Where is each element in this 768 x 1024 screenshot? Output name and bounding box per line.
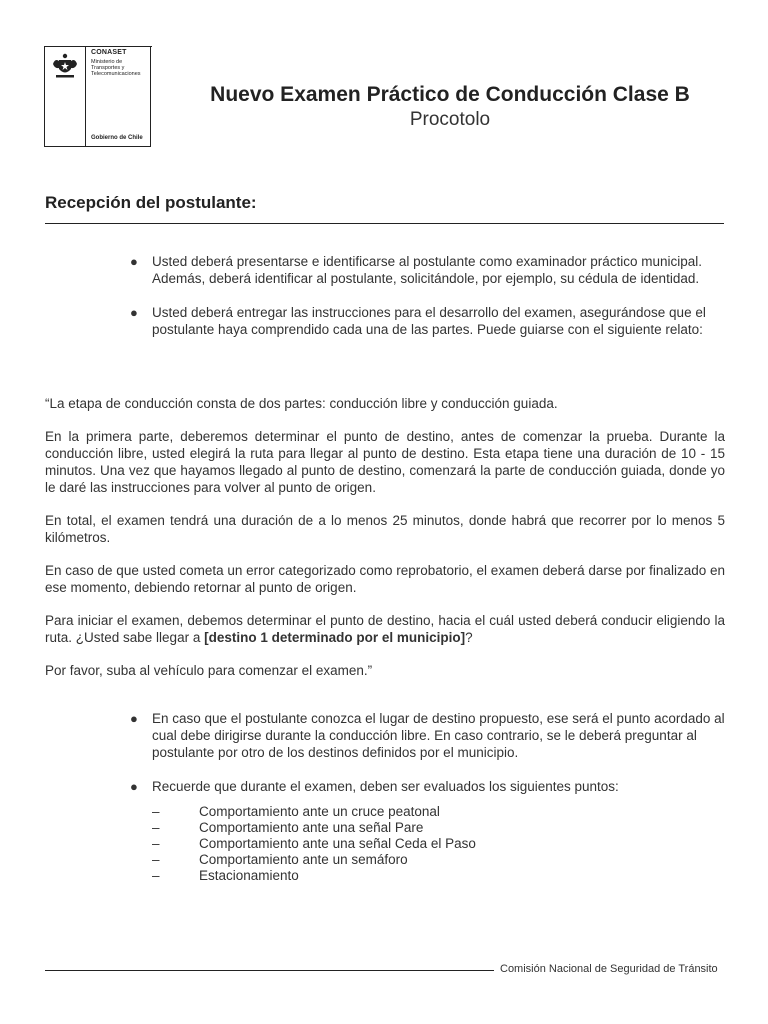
script-paragraph: En la primera parte, deberemos determinar el punto de destino, antes de comenzar la prueba. Durante la conducción libre, usted elegirá la ruta para llegar al punto de destino. Esta etapa tiene una duración de 10 - 15 minutos. Una vez que hayamos llegado al punto de destino, comenzará la parte de conducción guiada, donde yo le daré las instrucciones para volver al punto de origen. (45, 429, 725, 495)
destination-placeholder: [destino 1 determinado por el municipio] (204, 630, 466, 645)
logo-divider (85, 46, 86, 146)
dash-marker: – (152, 804, 160, 819)
script-text: ? (465, 630, 473, 645)
list-item (152, 852, 476, 868)
document-title: Nuevo Examen Práctico de Conducción Clase B (210, 83, 690, 106)
logo-top-line (45, 46, 152, 47)
evaluation-point: Estacionamiento (199, 868, 299, 883)
script-paragraph: En caso de que usted cometa un error categorizado como reprobatorio, el examen deberá darse por finalizado en ese momento, debiendo retornar al punto de origen. (45, 563, 725, 595)
list-item (130, 253, 726, 287)
dash-marker: – (152, 820, 160, 835)
logo-ministry: Ministerio de Transportes y Telecomunicaciones (91, 59, 141, 77)
script-paragraph: Por favor, suba al vehículo para comenzar el examen.” (45, 663, 373, 678)
section-title: Recepción del postulante: (45, 193, 257, 212)
logo-government: Gobierno de Chile (91, 135, 143, 141)
conaset-logo (44, 46, 151, 147)
list-item (152, 804, 476, 820)
list-item (152, 820, 476, 836)
list-item (130, 304, 726, 338)
list-item (130, 710, 726, 761)
bullet-list-bottom (130, 710, 726, 812)
list-item (152, 868, 476, 884)
footer-text: Comisión Nacional de Seguridad de Tránsito (500, 963, 718, 975)
bullet-text: Usted deberá presentarse e identificarse al postulante como examinador práctico municipal. Además, deberá identificar al postulante, solicitándole, por ejemplo, su cédula de identidad. (152, 254, 703, 286)
script-paragraph: En total, el examen tendrá una duración de a lo menos 25 minutos, donde habrá que recorrer por lo menos 5 kilómetros. (45, 513, 725, 545)
bullet-icon: ● (130, 305, 138, 320)
evaluation-point: Comportamiento ante un cruce peatonal (199, 804, 440, 819)
script-paragraph: “La etapa de conducción consta de dos partes: conducción libre y conducción guiada. (45, 396, 558, 411)
evaluation-points-list (152, 804, 476, 884)
evaluation-point: Comportamiento ante una señal Pare (199, 820, 424, 835)
bullet-text: En caso que el postulante conozca el lugar de destino propuesto, ese será el punto acordado al cual debe dirigirse durante la conducción libre. En caso contrario, se le deberá preguntar al postulante por otro de los destinos definidos por el municipio. (152, 711, 725, 760)
bullet-icon: ● (130, 254, 138, 269)
document-subtitle: Procotolo (409, 109, 491, 130)
script-text: Para iniciar el examen, debemos determinar el punto de destino, hacia el cuál usted deberá conducir eligiendo la ruta. ¿Usted sabe llegar a (45, 613, 725, 645)
section-divider (45, 223, 724, 224)
bullet-text: Recuerde que durante el examen, deben ser evaluados los siguientes puntos: (152, 779, 619, 794)
list-item (130, 778, 726, 795)
script-paragraph (45, 612, 725, 646)
coat-of-arms-icon (50, 51, 80, 81)
bullet-text: Usted deberá entregar las instrucciones para el desarrollo del examen, asegurándose que el postulante haya comprendido cada una de las partes. Puede guiarse con el siguiente relato: (152, 305, 706, 337)
list-item (152, 836, 476, 852)
instructions-script (45, 395, 725, 695)
evaluation-point: Comportamiento ante una señal Ceda el Paso (199, 836, 476, 851)
bullet-icon: ● (130, 711, 138, 726)
footer-divider (45, 970, 494, 971)
dash-marker: – (152, 852, 160, 867)
bullet-icon: ● (130, 779, 138, 794)
evaluation-point: Comportamiento ante un semáforo (199, 852, 408, 867)
dash-marker: – (152, 836, 160, 851)
bullet-list-top (130, 253, 726, 355)
logo-org-name: CONASET (91, 49, 127, 56)
dash-marker: – (152, 868, 160, 883)
